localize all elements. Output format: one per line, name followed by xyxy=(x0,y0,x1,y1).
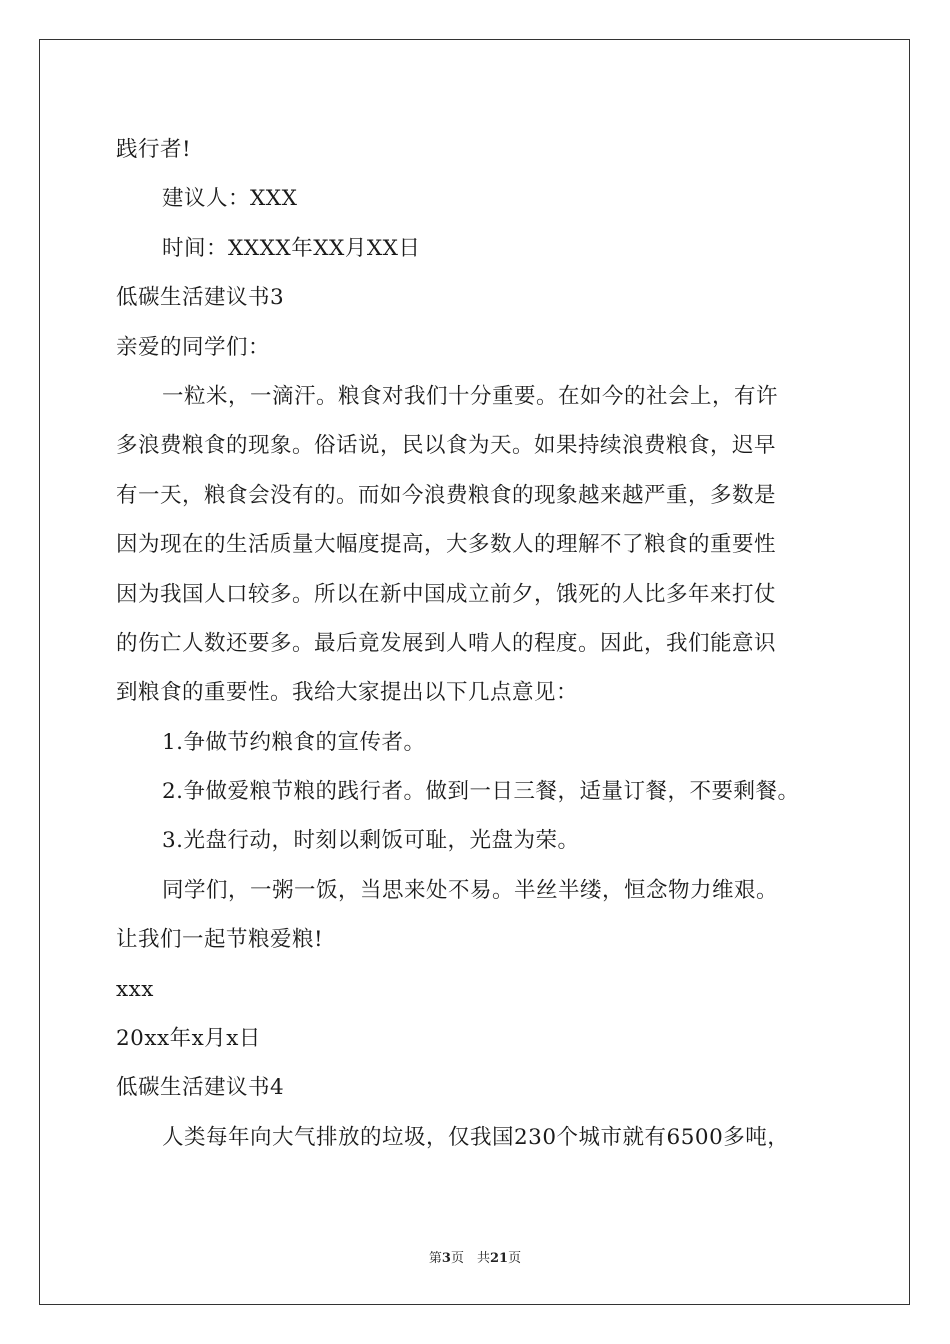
list-item-2: 2.争做爱粮节粮的践行者。做到一日三餐，适量订餐，不要剩餐。 xyxy=(162,779,800,805)
proposer-line: 建议人：XXX xyxy=(162,186,298,212)
page-mid: 页 共 xyxy=(450,1251,490,1266)
list-item-3: 3.光盘行动，时刻以剩饭可耻，光盘为荣。 xyxy=(162,828,580,854)
page-footer xyxy=(0,1247,950,1266)
paragraph-line: 一粒米，一滴汗。粮食对我们十分重要。在如今的社会上，有许 xyxy=(162,383,779,409)
paragraph-line: 因为现在的生活质量大幅度提高，大多数人的理解不了粮食的重要性 xyxy=(116,532,777,558)
total-page-number: 21 xyxy=(489,1251,509,1266)
page-prefix: 第 xyxy=(428,1251,442,1266)
paragraph-line: 多浪费粮食的现象。俗话说，民以食为天。如果持续浪费粮食，迟早 xyxy=(116,433,777,459)
salutation: 亲爱的同学们： xyxy=(116,334,271,360)
closing-line: 让我们一起节粮爱粮! xyxy=(116,927,324,953)
text-line-1: 践行者! xyxy=(116,137,192,162)
paragraph-line: 到粮食的重要性。我给大家提出以下几点意见： xyxy=(116,680,579,706)
signature-date: 20xx年x月x日 xyxy=(116,1026,261,1052)
paragraph-line: 人类每年向大气排放的垃圾，仅我国230个城市就有6500多吨， xyxy=(162,1124,790,1150)
paragraph-line: 有一天，粮食会没有的。而如今浪费粮食的现象越来越严重，多数是 xyxy=(116,482,777,508)
section-title-4: 低碳生活建议书4 xyxy=(116,1075,285,1101)
section-title-3: 低碳生活建议书3 xyxy=(116,285,285,311)
paragraph-line: 的伤亡人数还要多。最后竟发展到人啃人的程度。因此，我们能意识 xyxy=(116,630,777,656)
document-body xyxy=(116,125,856,1162)
date-line: 时间：XXXX年XX月XX日 xyxy=(162,235,421,261)
signature: xxx xyxy=(116,976,154,1002)
closing-line: 同学们，一粥一饭，当思来处不易。半丝半缕，恒念物力维艰。 xyxy=(162,877,779,903)
list-item-1: 1.争做节约粮食的宣传者。 xyxy=(162,729,426,755)
paragraph-line: 因为我国人口较多。所以在新中国成立前夕，饿死的人比多年来打仗 xyxy=(116,581,777,607)
page-suffix: 页 xyxy=(508,1251,522,1266)
current-page-number: 3 xyxy=(441,1251,451,1266)
